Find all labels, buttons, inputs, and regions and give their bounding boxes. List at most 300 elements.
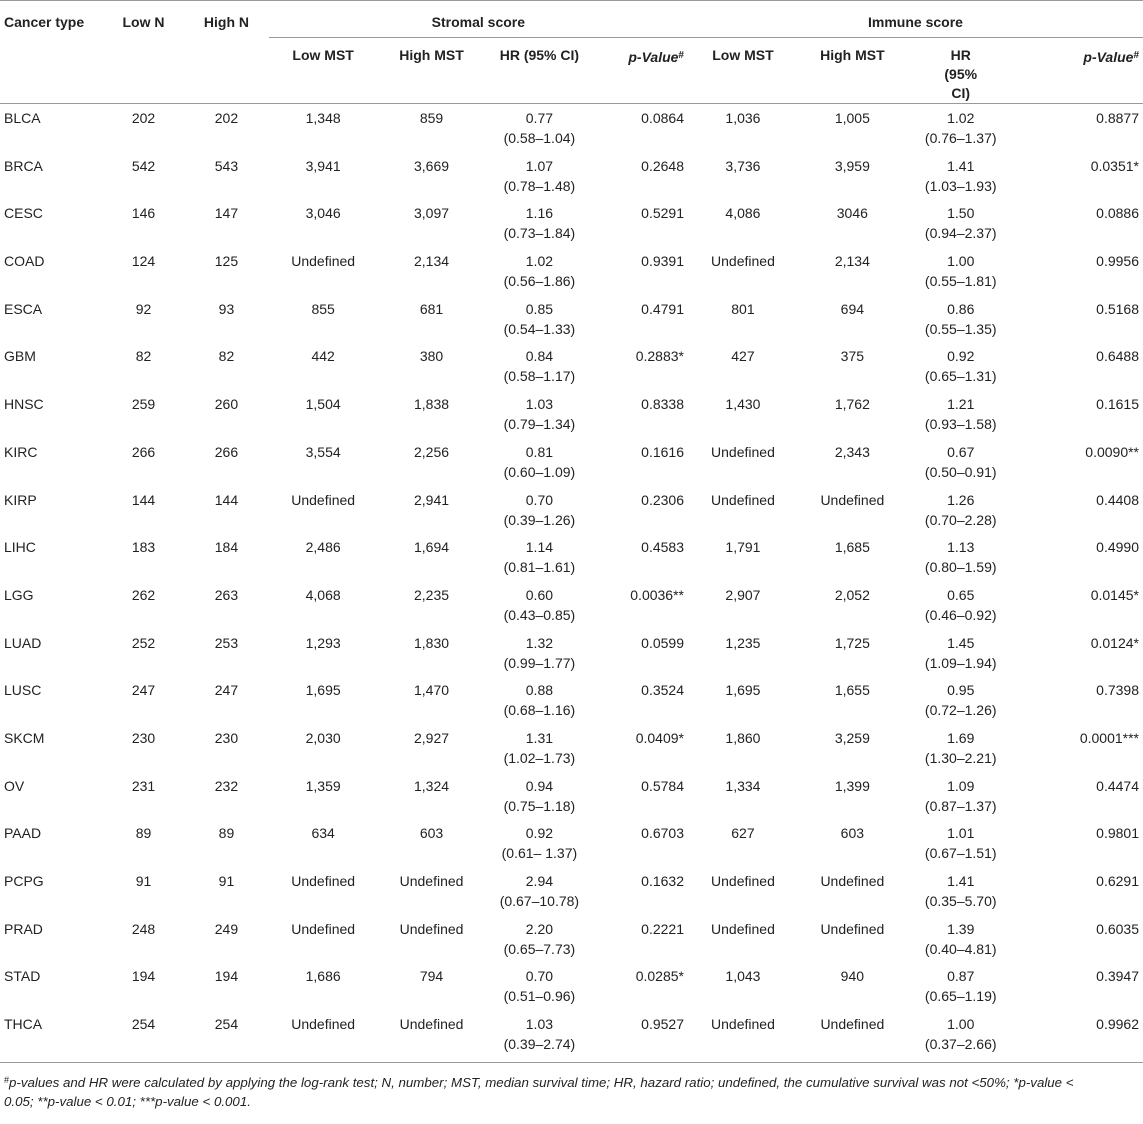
cell-immune-high-mst: Undefined bbox=[820, 491, 885, 508]
cell-stromal-hr-ci: (0.58–1.04) bbox=[503, 130, 576, 146]
cell-immune-high-mst: 940 bbox=[840, 968, 865, 985]
cell-stromal-high-mst: 3,669 bbox=[413, 157, 450, 174]
header-stromal-p-sup: # bbox=[678, 50, 684, 61]
cell-high-n: 93 bbox=[218, 300, 235, 317]
cell-low-n: 247 bbox=[131, 682, 156, 699]
cell-stromal-hr-value: 1.03 bbox=[525, 396, 554, 413]
cell-high-n: 260 bbox=[214, 396, 239, 413]
cell-immune-low-mst: 1,430 bbox=[725, 396, 761, 413]
cell-stromal-high-mst: 3,097 bbox=[413, 205, 450, 222]
cell-stromal-hr bbox=[485, 1014, 593, 1062]
cell-high-n: 254 bbox=[184, 1014, 268, 1062]
cell-stromal-hr bbox=[485, 585, 593, 633]
cell-stromal-hr-value: 1.14 bbox=[525, 539, 554, 556]
table-row bbox=[0, 537, 1143, 585]
cell-stromal-p-value: 0.9527 bbox=[593, 1014, 688, 1062]
cell-high-n: 194 bbox=[214, 968, 239, 985]
cell-stromal-hr-ci: (0.79–1.34) bbox=[503, 416, 576, 433]
cell-immune-high-mst: 375 bbox=[840, 348, 865, 365]
cell-stromal-high-mst: 1,838 bbox=[413, 396, 450, 413]
cell-stromal-hr bbox=[485, 299, 593, 347]
cell-immune-hr bbox=[907, 299, 1015, 347]
cell-stromal-low-mst: 1,504 bbox=[305, 396, 341, 413]
cell-immune-hr-ci: (0.80–1.59) bbox=[924, 559, 997, 576]
cell-immune-p-value: 0.3947 bbox=[1096, 968, 1139, 985]
cell-stromal-low-mst: 3,554 bbox=[305, 443, 341, 460]
cell-stromal-low-mst: 1,695 bbox=[305, 682, 341, 699]
cell-low-n: 254 bbox=[103, 1014, 184, 1062]
cell-immune-p-value: 0.0124* bbox=[1090, 634, 1139, 651]
cell-stromal-p-value: 0.3524 bbox=[641, 682, 684, 699]
cell-low-n: 266 bbox=[131, 443, 156, 460]
cell-immune-high-mst: 3,259 bbox=[834, 729, 870, 746]
cell-stromal-hr-value: 1.03 bbox=[525, 1016, 554, 1033]
cell-immune-hr bbox=[907, 633, 1015, 681]
cell-stromal-p-value: 0.2306 bbox=[641, 491, 684, 508]
cell-immune-p-value: 0.7398 bbox=[1096, 682, 1139, 699]
cell-stromal-hr-ci: (0.58–1.17) bbox=[503, 368, 576, 385]
cell-stromal-high-mst: 1,694 bbox=[413, 539, 450, 556]
cell-stromal-hr-ci: (0.68–1.16) bbox=[503, 702, 576, 719]
cell-immune-hr bbox=[907, 680, 1015, 728]
cell-immune-hr-ci: (0.50–0.91) bbox=[924, 463, 997, 480]
cell-immune-p-value: 0.4990 bbox=[1096, 539, 1139, 556]
table-row bbox=[0, 585, 1143, 633]
table-row bbox=[0, 203, 1143, 251]
cell-stromal-high-mst: Undefined bbox=[378, 1014, 486, 1062]
header-stromal-hr: HR (95% CI) bbox=[485, 38, 593, 104]
cell-immune-hr-value: 1.02 bbox=[947, 110, 975, 126]
cell-immune-hr-value: 1.50 bbox=[947, 205, 975, 222]
cell-cancer-type: LGG bbox=[4, 586, 34, 603]
cell-immune-high-mst: 1,655 bbox=[834, 682, 870, 699]
table-row bbox=[0, 442, 1143, 490]
cell-immune-hr bbox=[907, 251, 1015, 299]
cell-immune-hr bbox=[907, 966, 1015, 1014]
cell-immune-hr-ci: (0.55–1.35) bbox=[924, 320, 997, 337]
cell-immune-hr-value: 0.67 bbox=[947, 443, 975, 460]
cell-stromal-hr-ci: (0.81–1.61) bbox=[503, 559, 576, 576]
cell-immune-hr-ci: (0.76–1.37) bbox=[924, 130, 997, 146]
cell-immune-hr-ci: (0.93–1.58) bbox=[924, 416, 997, 433]
cell-immune-low-mst: 1,334 bbox=[725, 777, 761, 794]
cell-stromal-hr-value: 1.07 bbox=[525, 157, 554, 174]
cell-immune-high-mst: 1,762 bbox=[834, 396, 870, 413]
cell-immune-hr bbox=[907, 394, 1015, 442]
cell-stromal-p-value: 0.8338 bbox=[641, 396, 684, 413]
cell-stromal-p-value: 0.2883* bbox=[635, 348, 684, 365]
cell-stromal-p-value: 0.0864 bbox=[641, 110, 684, 126]
cell-low-n: 248 bbox=[131, 920, 156, 937]
cell-immune-hr-value: 0.86 bbox=[947, 300, 975, 317]
cell-stromal-low-mst: Undefined bbox=[291, 253, 356, 270]
cell-low-n: 146 bbox=[131, 205, 156, 222]
cell-high-n: 89 bbox=[218, 825, 235, 842]
header-immune-p-text: p-Value bbox=[1083, 49, 1134, 65]
header-stromal-p-text: p-Value bbox=[628, 49, 679, 65]
cell-immune-low-mst: 1,695 bbox=[725, 682, 761, 699]
cell-immune-high-mst: 694 bbox=[840, 300, 865, 317]
cell-stromal-hr-value: 0.84 bbox=[525, 348, 554, 365]
cell-stromal-hr-ci: (0.56–1.86) bbox=[503, 273, 576, 290]
cell-stromal-hr bbox=[485, 728, 593, 776]
cell-immune-hr bbox=[907, 823, 1015, 871]
cell-immune-p-value: 0.6488 bbox=[1096, 348, 1139, 365]
cell-cancer-type: LUSC bbox=[4, 682, 42, 699]
cell-immune-p-value: 0.0886 bbox=[1096, 205, 1139, 222]
header-low-n: Low N bbox=[103, 1, 184, 104]
cell-stromal-high-mst: 603 bbox=[419, 825, 444, 842]
cell-stromal-high-mst: 794 bbox=[419, 968, 444, 985]
cell-stromal-p-value: 0.6703 bbox=[641, 825, 684, 842]
cell-stromal-hr bbox=[485, 680, 593, 728]
cell-immune-hr bbox=[907, 442, 1015, 490]
cell-stromal-hr-ci: (0.99–1.77) bbox=[503, 654, 576, 671]
cell-stromal-low-mst: 3,046 bbox=[305, 205, 341, 222]
cell-cancer-type: BLCA bbox=[4, 110, 41, 126]
cell-stromal-hr bbox=[485, 871, 593, 919]
cell-stromal-hr bbox=[485, 490, 593, 538]
cell-high-n: 230 bbox=[214, 729, 239, 746]
cell-cancer-type: THCA bbox=[0, 1014, 103, 1062]
cell-stromal-low-mst: Undefined bbox=[291, 873, 356, 889]
cell-immune-high-mst: 2,052 bbox=[834, 586, 870, 603]
cell-immune-p-value: 0.9801 bbox=[1096, 825, 1139, 842]
cell-stromal-hr-ci: (0.51–0.96) bbox=[503, 988, 576, 1005]
cell-immune-hr-value: 1.00 bbox=[947, 1016, 975, 1033]
header-immune-score: Immune score bbox=[688, 1, 1143, 38]
cell-immune-hr bbox=[907, 537, 1015, 585]
cell-stromal-hr-ci: (0.39–1.26) bbox=[503, 511, 576, 528]
cell-stromal-hr-value: 2.94 bbox=[525, 873, 554, 889]
cell-immune-high-mst: Undefined bbox=[820, 920, 885, 937]
cell-immune-p-value: 0.4408 bbox=[1096, 491, 1139, 508]
cell-immune-p-value: 0.0090** bbox=[1085, 443, 1139, 460]
table-row bbox=[0, 104, 1143, 156]
cell-immune-p-value: 0.0145* bbox=[1090, 586, 1139, 603]
cell-cancer-type: COAD bbox=[4, 253, 45, 270]
cell-stromal-p-value: 0.0285* bbox=[635, 968, 684, 985]
cell-immune-hr-ci: (1.03–1.93) bbox=[924, 177, 997, 194]
cell-cancer-type: GBM bbox=[4, 348, 36, 365]
footnote-line2: 0.05; **p-value < 0.01; ***p-value < 0.001. bbox=[4, 1093, 251, 1109]
cell-stromal-high-mst: 1,324 bbox=[413, 777, 450, 794]
cell-immune-hr-value: 1.41 bbox=[947, 157, 975, 174]
cell-immune-hr-value: 1.45 bbox=[947, 634, 975, 651]
cell-immune-hr-ci: (0.46–0.92) bbox=[924, 606, 997, 623]
cell-stromal-hr-value: 1.02 bbox=[525, 253, 554, 270]
cell-immune-p-value: 0.5168 bbox=[1096, 300, 1139, 317]
cell-high-n: 249 bbox=[214, 920, 239, 937]
cell-immune-hr-ci: (0.37–2.66) bbox=[924, 1036, 997, 1053]
cell-low-n: 230 bbox=[131, 729, 156, 746]
cell-immune-high-mst: Undefined bbox=[820, 873, 885, 889]
table-row bbox=[0, 633, 1143, 681]
cell-immune-low-mst: 427 bbox=[731, 348, 755, 365]
table-row bbox=[0, 966, 1143, 1014]
table-row bbox=[0, 728, 1143, 776]
cell-stromal-hr bbox=[485, 537, 593, 585]
cell-stromal-low-mst: 1,293 bbox=[305, 634, 341, 651]
cell-immune-low-mst: Undefined bbox=[711, 253, 775, 270]
cell-stromal-high-mst: 2,256 bbox=[413, 443, 450, 460]
table-row bbox=[0, 919, 1143, 967]
cell-high-n: 263 bbox=[214, 586, 239, 603]
cell-immune-hr-value: 1.09 bbox=[947, 777, 975, 794]
cell-cancer-type: KIRP bbox=[4, 491, 37, 508]
cell-stromal-hr bbox=[485, 776, 593, 824]
cell-immune-hr bbox=[907, 1014, 1015, 1062]
cell-cancer-type: HNSC bbox=[4, 396, 44, 413]
table-row bbox=[0, 1014, 1143, 1062]
cell-immune-low-mst: 627 bbox=[731, 825, 755, 842]
cell-low-n: 259 bbox=[131, 396, 156, 413]
cell-stromal-low-mst: 3,941 bbox=[305, 157, 341, 174]
cell-stromal-hr-ci: (0.43–0.85) bbox=[503, 606, 576, 623]
cell-immune-hr-value: 0.65 bbox=[947, 586, 975, 603]
cell-immune-p-value: 0.6291 bbox=[1096, 873, 1139, 889]
cell-low-n: 183 bbox=[131, 539, 156, 556]
cell-stromal-p-value: 0.4583 bbox=[641, 539, 684, 556]
cell-high-n: 543 bbox=[214, 157, 239, 174]
cell-immune-hr-value: 0.92 bbox=[947, 348, 975, 365]
cell-low-n: 91 bbox=[135, 873, 152, 889]
cell-high-n: 91 bbox=[218, 873, 235, 889]
cell-stromal-hr-ci: (0.75–1.18) bbox=[503, 797, 576, 814]
cell-high-n: 232 bbox=[214, 777, 239, 794]
cell-stromal-low-mst: Undefined bbox=[291, 920, 356, 937]
cell-immune-hr bbox=[907, 919, 1015, 967]
cell-high-n: 202 bbox=[214, 110, 239, 126]
cell-immune-high-mst: Undefined bbox=[798, 1014, 907, 1062]
cell-high-n: 144 bbox=[214, 491, 239, 508]
cell-stromal-hr-value: 0.85 bbox=[525, 300, 554, 317]
cell-stromal-low-mst: 4,068 bbox=[305, 586, 341, 603]
cell-stromal-low-mst: 2,486 bbox=[305, 539, 341, 556]
cell-immune-hr-ci: (1.09–1.94) bbox=[924, 654, 997, 671]
cell-stromal-p-value: 0.0599 bbox=[641, 634, 684, 651]
cell-immune-hr-ci: (0.94–2.37) bbox=[924, 225, 997, 242]
cell-stromal-p-value: 0.9391 bbox=[641, 253, 684, 270]
cell-stromal-hr bbox=[485, 823, 593, 871]
header-immune-low-mst: Low MST bbox=[688, 38, 798, 104]
cell-immune-hr-value: 0.95 bbox=[947, 682, 975, 699]
cell-stromal-low-mst: 855 bbox=[311, 300, 335, 317]
cell-immune-hr bbox=[907, 346, 1015, 394]
cell-stromal-hr-value: 0.70 bbox=[525, 968, 554, 985]
cell-stromal-p-value: 0.1616 bbox=[641, 443, 684, 460]
cell-stromal-hr-ci: (0.54–1.33) bbox=[503, 320, 576, 337]
cell-immune-hr-value: 1.41 bbox=[947, 873, 975, 889]
cell-cancer-type: OV bbox=[4, 777, 25, 794]
cell-immune-hr-ci: (0.67–1.51) bbox=[924, 845, 997, 862]
header-stromal-score: Stromal score bbox=[269, 1, 688, 38]
cell-stromal-hr-value: 1.31 bbox=[525, 729, 554, 746]
cell-stromal-hr bbox=[485, 156, 593, 204]
cell-immune-hr-ci: (0.70–2.28) bbox=[924, 511, 997, 528]
cell-immune-hr-ci: (0.65–1.19) bbox=[924, 988, 997, 1005]
cell-immune-hr bbox=[907, 490, 1015, 538]
cell-stromal-hr-ci: (0.78–1.48) bbox=[503, 177, 576, 194]
table-row bbox=[0, 346, 1143, 394]
cell-stromal-p-value: 0.5784 bbox=[641, 777, 684, 794]
cell-stromal-hr-value: 0.60 bbox=[525, 586, 554, 603]
cell-stromal-low-mst: Undefined bbox=[269, 1014, 378, 1062]
cell-immune-high-mst: 1,725 bbox=[834, 634, 870, 651]
cell-immune-p-value: 0.6035 bbox=[1096, 920, 1139, 937]
cell-immune-high-mst: 3046 bbox=[836, 205, 868, 222]
cell-low-n: 92 bbox=[135, 300, 152, 317]
cell-immune-low-mst: Undefined bbox=[711, 920, 775, 937]
cell-immune-low-mst: 2,907 bbox=[725, 586, 761, 603]
cell-stromal-high-mst: 1,830 bbox=[413, 634, 450, 651]
cell-stromal-p-value: 0.2221 bbox=[641, 920, 684, 937]
header-high-n: High N bbox=[184, 1, 268, 104]
footnote-mark: # bbox=[4, 1074, 10, 1085]
cell-high-n: 247 bbox=[214, 682, 239, 699]
table-row bbox=[0, 490, 1143, 538]
cell-cancer-type: KIRC bbox=[4, 443, 38, 460]
cell-immune-low-mst: 1,043 bbox=[725, 968, 761, 985]
cell-immune-low-mst: 3,736 bbox=[725, 157, 761, 174]
cell-stromal-hr-ci: (0.67–10.78) bbox=[499, 893, 580, 909]
cell-stromal-high-mst: 681 bbox=[419, 300, 444, 317]
table-row bbox=[0, 156, 1143, 204]
cell-stromal-hr-ci: (1.02–1.73) bbox=[503, 749, 576, 766]
cell-stromal-low-mst: Undefined bbox=[291, 491, 356, 508]
cell-stromal-hr bbox=[485, 919, 593, 967]
cell-stromal-high-mst: 2,235 bbox=[413, 586, 450, 603]
cell-stromal-hr-ci: (0.73–1.84) bbox=[503, 225, 576, 242]
cell-stromal-low-mst: 1,348 bbox=[305, 110, 341, 126]
cell-immune-hr bbox=[907, 203, 1015, 251]
table-row bbox=[0, 680, 1143, 728]
cell-stromal-hr-value: 1.32 bbox=[525, 634, 554, 651]
cell-immune-p-value: 0.9956 bbox=[1096, 253, 1139, 270]
cell-immune-hr bbox=[907, 776, 1015, 824]
cell-immune-low-mst: 1,235 bbox=[725, 634, 761, 651]
cell-stromal-hr-value: 0.88 bbox=[525, 682, 554, 699]
cell-immune-high-mst: 2,134 bbox=[834, 253, 870, 270]
cell-stromal-low-mst: 2,030 bbox=[305, 729, 341, 746]
cell-stromal-low-mst: 1,359 bbox=[305, 777, 341, 794]
header-immune-high-mst: High MST bbox=[798, 38, 907, 104]
cell-immune-low-mst: Undefined bbox=[711, 491, 775, 508]
table-row bbox=[0, 251, 1143, 299]
cell-cancer-type: PAAD bbox=[4, 825, 42, 842]
cell-immune-p-value: 0.9962 bbox=[1015, 1014, 1143, 1062]
cell-immune-high-mst: 1,399 bbox=[834, 777, 870, 794]
cell-immune-hr-value: 1.00 bbox=[947, 253, 975, 270]
header-cancer-type: Cancer type bbox=[0, 1, 103, 104]
cell-low-n: 194 bbox=[131, 968, 156, 985]
footnote-line1: p-values and HR were calculated by applying the log-rank test; N, number; MST, median survival time; HR, hazard ratio; undefined, the cumulative survival was not <50%; *p-value < bbox=[9, 1074, 1074, 1090]
cell-immune-hr-ci: (0.65–1.31) bbox=[924, 368, 997, 385]
cell-stromal-high-mst: 859 bbox=[419, 110, 444, 126]
cell-stromal-hr-ci: (0.65–7.73) bbox=[503, 940, 576, 957]
cell-low-n: 231 bbox=[131, 777, 156, 794]
cell-stromal-p-value: 0.1632 bbox=[641, 873, 684, 889]
cell-immune-hr-value: 1.69 bbox=[947, 729, 975, 746]
cell-stromal-high-mst: 2,941 bbox=[413, 491, 450, 508]
cell-stromal-p-value: 0.5291 bbox=[641, 205, 684, 222]
cell-stromal-low-mst: 442 bbox=[311, 348, 335, 365]
cell-stromal-hr bbox=[485, 104, 593, 156]
cell-immune-hr bbox=[907, 728, 1015, 776]
cell-stromal-high-mst: 2,134 bbox=[413, 253, 450, 270]
cell-high-n: 253 bbox=[214, 634, 239, 651]
cell-immune-high-mst: 3,959 bbox=[834, 157, 870, 174]
header-immune-hr: HR (95% CI) bbox=[907, 38, 1015, 104]
cell-cancer-type: PCPG bbox=[4, 873, 44, 889]
cell-stromal-low-mst: 634 bbox=[311, 825, 335, 842]
cell-stromal-hr bbox=[485, 442, 593, 490]
cell-immune-p-value: 0.0001*** bbox=[1079, 729, 1139, 746]
cell-cancer-type: PRAD bbox=[4, 920, 43, 937]
cell-immune-hr-value: 1.26 bbox=[947, 491, 975, 508]
cell-low-n: 82 bbox=[135, 348, 152, 365]
cell-stromal-hr-value: 0.92 bbox=[525, 825, 554, 842]
cell-immune-hr-ci: (0.35–5.70) bbox=[924, 893, 997, 909]
cell-immune-hr-ci: (0.55–1.81) bbox=[924, 273, 997, 290]
cell-stromal-hr bbox=[485, 394, 593, 442]
cell-high-n: 147 bbox=[214, 205, 239, 222]
header-immune-p-value bbox=[1015, 38, 1143, 104]
header-stromal-p-value bbox=[593, 38, 688, 104]
cell-cancer-type: ESCA bbox=[4, 300, 43, 317]
cell-immune-low-mst: 1,860 bbox=[725, 729, 761, 746]
cell-stromal-high-mst: Undefined bbox=[399, 873, 464, 889]
table-row bbox=[0, 299, 1143, 347]
cell-high-n: 266 bbox=[214, 443, 239, 460]
cell-low-n: 252 bbox=[131, 634, 156, 651]
cell-immune-p-value: 0.0351* bbox=[1090, 157, 1139, 174]
cell-cancer-type: LIHC bbox=[4, 539, 36, 556]
cell-stromal-hr-value: 0.81 bbox=[525, 443, 554, 460]
cell-stromal-hr bbox=[485, 251, 593, 299]
table-row bbox=[0, 394, 1143, 442]
cell-stromal-p-value: 0.0036** bbox=[630, 586, 684, 603]
cell-immune-p-value: 0.1615 bbox=[1096, 396, 1139, 413]
cell-immune-hr-value: 1.21 bbox=[947, 396, 975, 413]
cell-immune-hr-value: 0.87 bbox=[947, 968, 975, 985]
cell-immune-low-mst: Undefined bbox=[688, 1014, 798, 1062]
cell-immune-hr bbox=[907, 871, 1015, 919]
cell-cancer-type: STAD bbox=[4, 968, 41, 985]
cell-stromal-low-mst: 1,686 bbox=[305, 968, 341, 985]
header-stromal-high-mst: High MST bbox=[378, 38, 486, 104]
cell-immune-high-mst: 1,005 bbox=[834, 110, 870, 126]
cell-stromal-hr-value: 0.94 bbox=[525, 777, 554, 794]
cell-stromal-hr-ci: (0.60–1.09) bbox=[503, 463, 576, 480]
cell-stromal-hr bbox=[485, 346, 593, 394]
cell-low-n: 262 bbox=[131, 586, 156, 603]
cell-low-n: 542 bbox=[131, 157, 156, 174]
cell-stromal-hr bbox=[485, 203, 593, 251]
cell-stromal-hr-value: 0.70 bbox=[525, 491, 554, 508]
cell-immune-hr bbox=[907, 104, 1015, 156]
cell-immune-hr-value: 1.13 bbox=[947, 539, 975, 556]
cell-stromal-hr-value: 1.16 bbox=[525, 205, 554, 222]
table-row bbox=[0, 823, 1143, 871]
header-immune-p-sup: # bbox=[1133, 50, 1139, 61]
table-row bbox=[0, 871, 1143, 919]
cell-immune-hr-ci: (0.72–1.26) bbox=[924, 702, 997, 719]
cell-immune-high-mst: 1,685 bbox=[834, 539, 870, 556]
cell-immune-hr bbox=[907, 156, 1015, 204]
cell-stromal-p-value: 0.4791 bbox=[641, 300, 684, 317]
cell-high-n: 125 bbox=[214, 253, 239, 270]
